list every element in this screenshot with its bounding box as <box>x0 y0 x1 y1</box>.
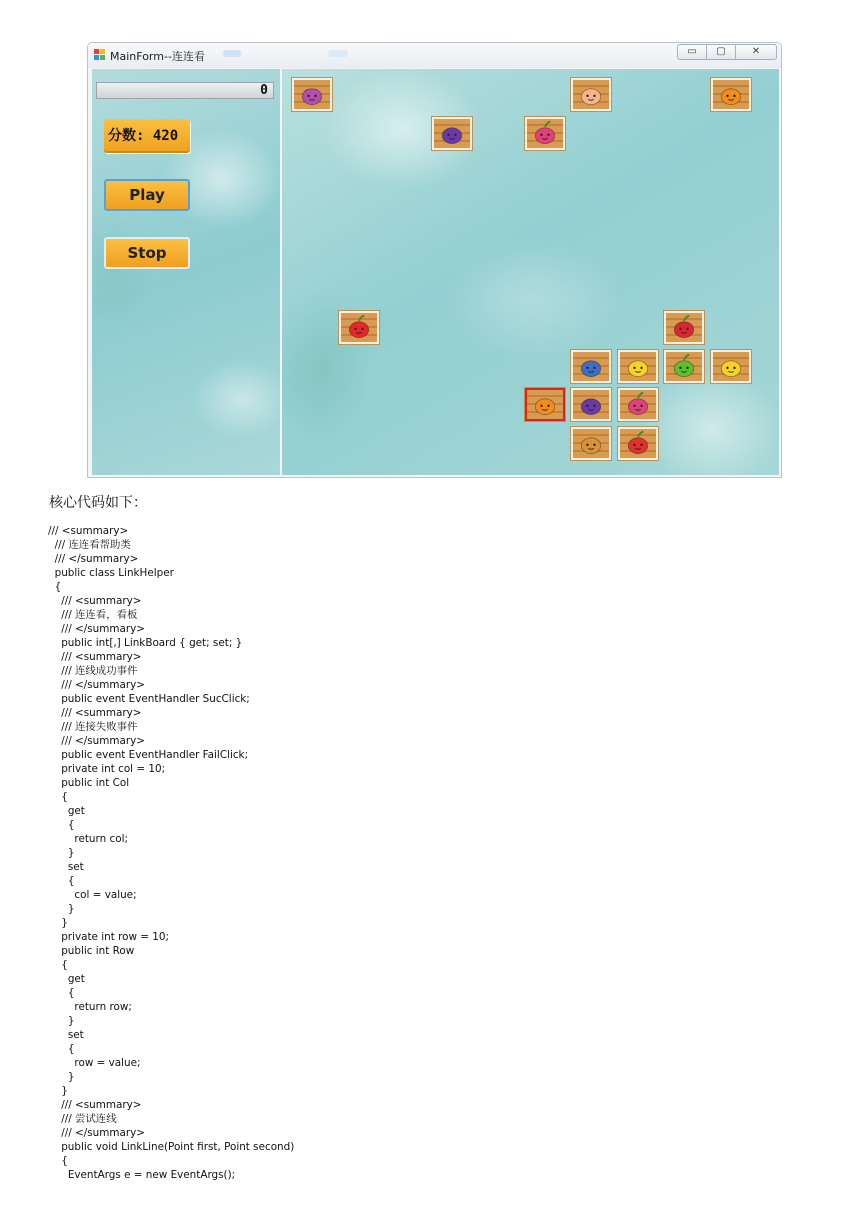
code-line: /// </summary> <box>48 1127 145 1139</box>
code-line: /// <summary> <box>48 595 142 607</box>
tomato-icon <box>341 313 377 342</box>
code-line: private int row = 10; <box>48 931 170 943</box>
code-line: set <box>48 861 84 873</box>
bread-icon <box>573 429 609 458</box>
code-line: /// <summary> <box>48 651 142 663</box>
plum-tile[interactable] <box>432 117 472 150</box>
orange-icon <box>527 390 563 419</box>
progress-value: 0 <box>260 83 268 98</box>
title-glare <box>328 50 348 57</box>
code-line: col = value; <box>48 889 137 901</box>
code-line: { <box>48 987 75 999</box>
code-line: /// 连接失败事件 <box>48 721 138 733</box>
lemon-icon <box>713 352 749 381</box>
orange-icon <box>713 80 749 109</box>
code-line: /// <summary> <box>48 707 142 719</box>
code-line: /// </summary> <box>48 623 145 635</box>
app-icon <box>94 49 105 60</box>
code-line: } <box>48 903 75 915</box>
code-line: /// 尝试连线 <box>48 1113 117 1125</box>
code-line: { <box>48 875 75 887</box>
code-line: public int[,] LinkBoard { get; set; } <box>48 637 243 649</box>
peach-icon <box>573 80 609 109</box>
code-line: public event EventHandler FailClick; <box>48 749 249 761</box>
code-line: public int Row <box>48 945 135 957</box>
minimize-button[interactable]: ▭ <box>677 44 707 60</box>
lemon-icon <box>620 352 656 381</box>
code-block <box>48 524 294 1182</box>
code-line: get <box>48 973 85 985</box>
code-line: /// </summary> <box>48 735 145 747</box>
main-form-window <box>87 42 782 478</box>
code-line: set <box>48 1029 84 1041</box>
code-line: /// <summary> <box>48 1099 142 1111</box>
code-line: } <box>48 1085 68 1097</box>
code-line: { <box>48 791 68 803</box>
bread-tile[interactable] <box>571 427 611 460</box>
lemon-tile[interactable] <box>711 350 751 383</box>
tomato-tile[interactable] <box>339 311 379 344</box>
window-title: MainForm--连连看 <box>110 50 205 63</box>
code-line: } <box>48 847 75 859</box>
code-line: public int Col <box>48 777 130 789</box>
radish-icon <box>527 119 563 148</box>
cherry-icon <box>666 313 702 342</box>
pepper-tile[interactable] <box>664 350 704 383</box>
pepper-icon <box>666 352 702 381</box>
cherry-tile[interactable] <box>664 311 704 344</box>
code-line: /// <summary> <box>48 525 129 537</box>
code-line: /// </summary> <box>48 553 139 565</box>
code-line: { <box>48 581 62 593</box>
peach-tile[interactable] <box>571 78 611 111</box>
game-board[interactable] <box>282 69 779 475</box>
close-button[interactable]: ✕ <box>735 44 777 60</box>
radish-tile[interactable] <box>618 388 658 421</box>
strawberry-tile[interactable] <box>618 427 658 460</box>
code-line: { <box>48 959 68 971</box>
grape-icon <box>294 80 330 109</box>
code-line: } <box>48 1071 75 1083</box>
doc-heading: 核心代码如下： <box>49 495 147 511</box>
code-line: return col; <box>48 833 128 845</box>
code-line: public void LinkLine(Point first, Point second) <box>48 1141 295 1153</box>
title-glare <box>223 50 241 57</box>
code-line: { <box>48 1155 68 1167</box>
code-line: { <box>48 1043 75 1055</box>
play-button[interactable]: Play <box>104 179 190 211</box>
code-line: public class LinkHelper <box>48 567 174 579</box>
title-bar[interactable] <box>88 43 781 68</box>
code-line: { <box>48 819 75 831</box>
window-controls <box>678 44 777 60</box>
orange-tile[interactable] <box>711 78 751 111</box>
left-panel <box>92 69 280 475</box>
grape-tile[interactable] <box>292 78 332 111</box>
strawberry-icon <box>620 429 656 458</box>
plum-icon <box>573 390 609 419</box>
code-line: EventArgs e = new EventArgs(); <box>48 1169 236 1181</box>
stop-button[interactable]: Stop <box>104 237 190 269</box>
plum-tile[interactable] <box>571 388 611 421</box>
code-line: /// 连线成功事件 <box>48 665 138 677</box>
maximize-button[interactable]: ▢ <box>706 44 736 60</box>
code-line: private int col = 10; <box>48 763 166 775</box>
progress-bar <box>96 82 274 99</box>
code-line: return row; <box>48 1001 132 1013</box>
code-line: get <box>48 805 85 817</box>
code-line: row = value; <box>48 1057 141 1069</box>
plum-icon <box>434 119 470 148</box>
radish-icon <box>620 390 656 419</box>
code-line: /// </summary> <box>48 679 145 691</box>
code-line: } <box>48 1015 75 1027</box>
blueberry-icon <box>573 352 609 381</box>
radish-tile[interactable] <box>525 117 565 150</box>
lemon-tile[interactable] <box>618 350 658 383</box>
score-display: 分数: 420 <box>104 119 190 153</box>
code-line: /// 连连看帮助类 <box>48 539 131 551</box>
blueberry-tile[interactable] <box>571 350 611 383</box>
code-line: public event EventHandler SucClick; <box>48 693 250 705</box>
orange-tile[interactable] <box>525 388 565 421</box>
code-line: } <box>48 917 68 929</box>
code-line: /// 连连看，看板 <box>48 609 138 621</box>
